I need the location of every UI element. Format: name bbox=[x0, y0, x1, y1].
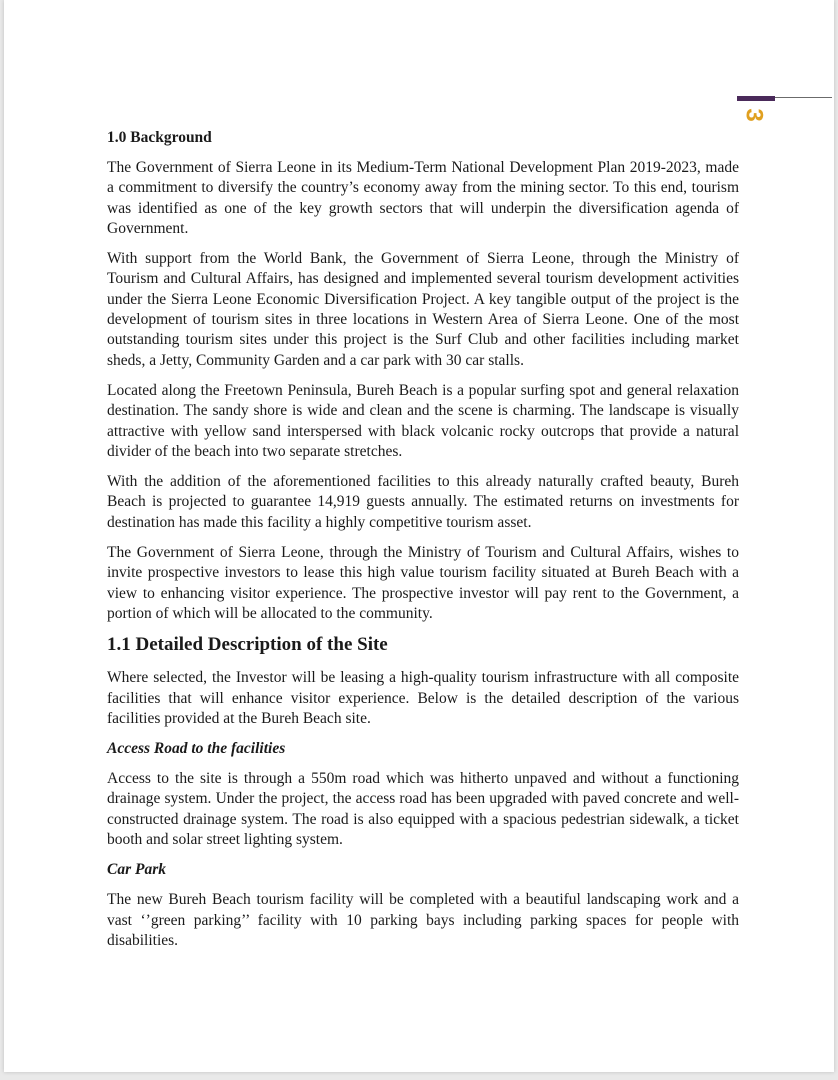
document-body bbox=[107, 128, 739, 961]
paragraph: Located along the Freetown Peninsula, Bureh Beach is a popular surfing spot and general relaxation destination. The sandy shore is wide and clean and the scene is charming. The landscape is visually attractive with yellow sand interspersed with black volcanic rocky outcrops that provide a natural divider of the beach into two separate stretches. bbox=[107, 381, 739, 460]
page-number-marker bbox=[737, 96, 832, 130]
paragraph: Where selected, the Investor will be leasing a high-quality tourism infrastructure with all composite facilities that will enhance visitor experience. Below is the detailed description of the various facilities provided at the Bureh Beach site. bbox=[107, 669, 739, 727]
section-heading-site: 1.1 Detailed Description of the Site bbox=[107, 634, 388, 656]
paragraph: The new Bureh Beach tourism facility will be completed with a beautiful landscaping work and a vast ‘’green parking’’ facility with 10 parking bays including parking spaces for people with disabilities. bbox=[107, 891, 739, 949]
document-page bbox=[4, 0, 834, 1072]
paragraph: The Government of Sierra Leone in its Medium-Term National Development Plan 2019-2023, made a commitment to diversify the country’s economy away from the mining sector. To this end, tourism was identified as one of the key growth sectors that will underpin the diversification agenda of Government. bbox=[107, 159, 739, 237]
page-number: 3 bbox=[740, 108, 768, 122]
paragraph: Access to the site is through a 550m road which was hitherto unpaved and without a functioning drainage system. Under the project, the access road has been upgraded with paved concrete and well-constructed drainage system. The road is also equipped with a spacious pedestrian sidewalk, a ticket booth and solar street lighting system. bbox=[107, 770, 739, 849]
subheading-car-park: Car Park bbox=[107, 861, 166, 879]
paragraph: With support from the World Bank, the Government of Sierra Leone, through the Ministry of Tourism and Cultural Affairs, has designed and implemented several tourism development activities under the Sierra Leone Economic Diversification Project. A key tangible output of the project is the development of tourism sites in three locations in Western Area of Sierra Leone. One of the most outstanding tourism sites under this project is the Surf Club and other facilities including market sheds, a Jetty, Community Garden and a car park with 30 car stalls. bbox=[107, 250, 739, 369]
paragraph: The Government of Sierra Leone, through the Ministry of Tourism and Cultural Affairs, wishes to invite prospective investors to lease this high value tourism facility situated at Bureh Beach with a view to enhancing visitor experience. The prospective investor will pay rent to the Government, a portion of which will be allocated to the community. bbox=[107, 544, 739, 622]
paragraph: With the addition of the aforementioned facilities to this already naturally crafted beauty, Bureh Beach is projected to guarantee 14,919 guests annually. The estimated returns on investments for destination has made this facility a highly competitive tourism asset. bbox=[107, 473, 739, 531]
page-number-rule bbox=[775, 97, 832, 98]
page-number-accent-bar bbox=[737, 96, 775, 101]
subheading-access-road: Access Road to the facilities bbox=[107, 740, 286, 758]
section-heading-background: 1.0 Background bbox=[107, 129, 212, 146]
